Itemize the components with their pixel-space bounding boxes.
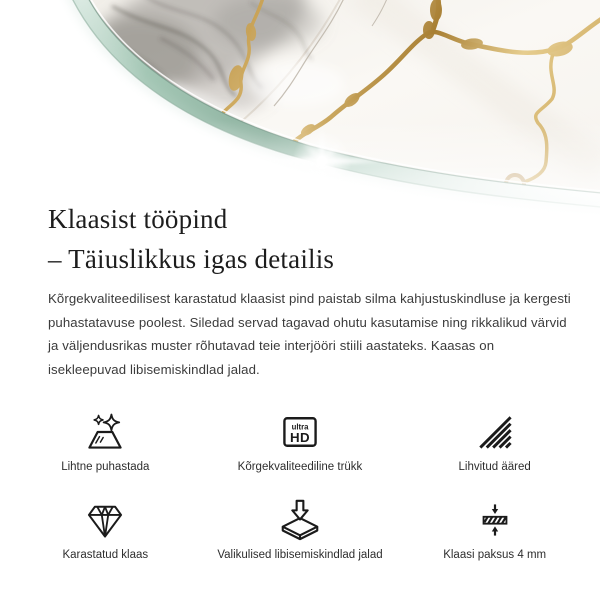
features-grid (8, 408, 592, 562)
ultra-hd-badge-bottom: HD (289, 430, 311, 446)
feature-polished-edges (397, 408, 592, 474)
ultra-hd-badge-top: ultra (291, 422, 309, 432)
feature-label: Klaasi paksus 4 mm (443, 549, 547, 561)
polished-edges-icon (473, 408, 517, 454)
page-title-line2: – Täiuslikkus igas detailis (48, 244, 335, 274)
feature-glass-thickness (397, 496, 592, 562)
glass-thickness-icon (473, 496, 517, 542)
feature-label: Lihvitud ääred (458, 461, 531, 473)
feature-label: Lihtne puhastada (61, 461, 150, 473)
feature-label: Kõrgekvaliteediline trükk (237, 461, 363, 473)
tempered-glass-diamond-icon (83, 496, 127, 542)
clean-sparkle-icon (83, 408, 127, 454)
feature-non-slip-feet (203, 496, 398, 562)
feature-label: Valikulised libisemiskindlad jalad (217, 549, 383, 561)
feature-tempered-glass (8, 496, 203, 562)
product-description: Kõrgekvaliteedilisest karastatud klaasist pind paistab silma kahjustuskindluse ja kergesti puhastatavuse poolest. Siledad servad tagavad ohutu kasutamise ning rikkalikud värvid ja väljendusrikas muster rõhutavad teie interjööri stiili aastateks. Kaasas on isekleepuvad libisemiskindlad jalad. (48, 291, 571, 377)
ultra-hd-icon (278, 408, 322, 454)
feature-ultra-hd-print (203, 408, 398, 474)
feature-easy-to-clean (8, 408, 203, 474)
page-title-line1: Klaasist tööpind (48, 204, 228, 234)
non-slip-feet-icon (277, 496, 323, 542)
feature-label: Karastatud klaas (62, 549, 149, 561)
page-title (48, 199, 334, 279)
